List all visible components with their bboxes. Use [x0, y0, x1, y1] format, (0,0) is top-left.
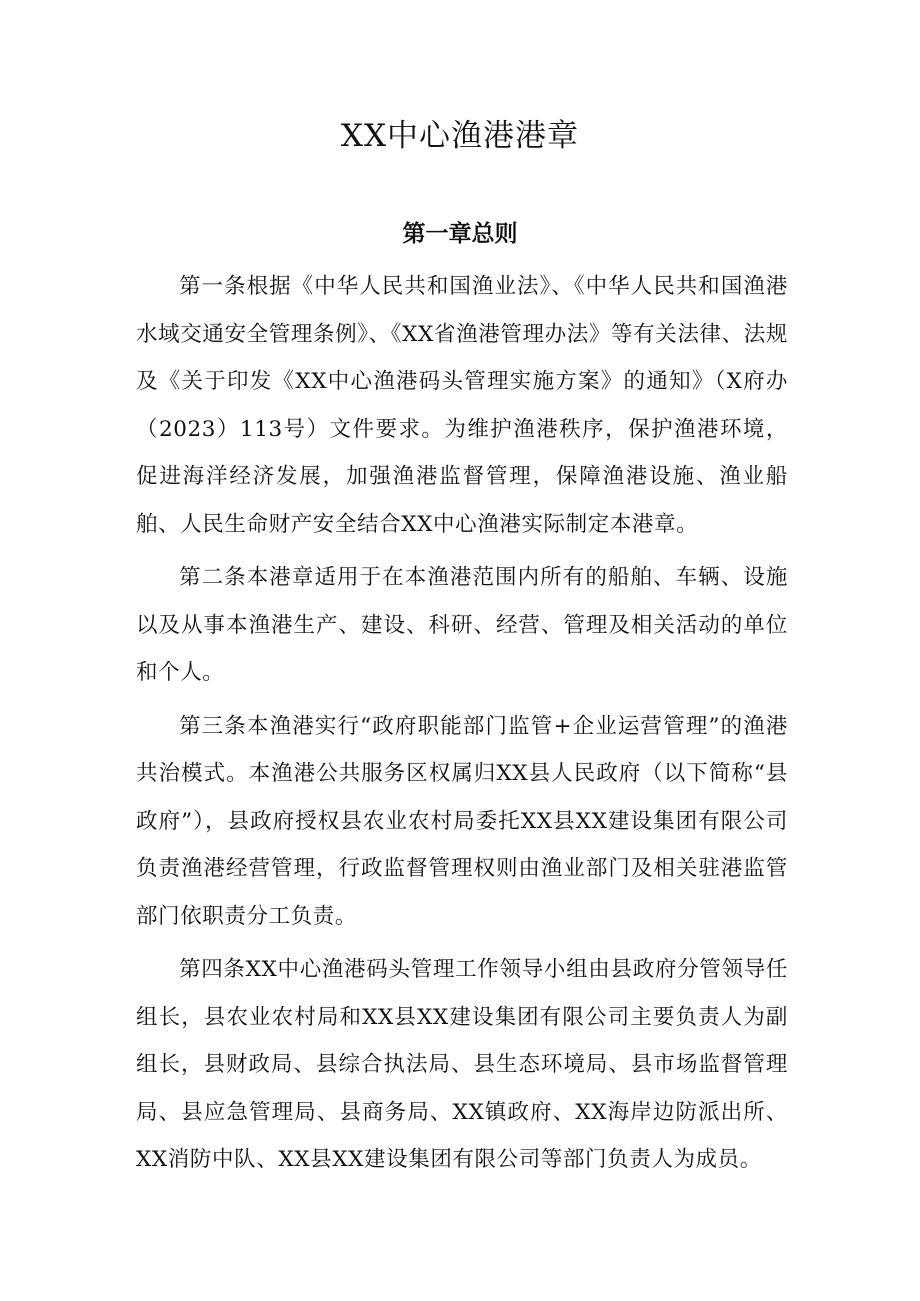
document-body	[136, 263, 788, 1184]
article-2-paragraph: 第二条本港章适用于在本渔港范围内所有的船舶、车辆、设施以及从事本渔港生产、建设、科研、经营、管理及相关活动的单位和个人。	[136, 565, 788, 685]
article-4-paragraph: 第四条XX中心渔港码头管理工作领导小组由县政府分管领导任组长，县农业农村局和XX县XX建设集团有限公司主要负责人为副组长，县财政局、县综合执法局、县生态环境局、县市场监督管理局、县应急管理局、县商务局、XX镇政府、XX海岸边防派出所、XX消防中队、XX县XX建设集团有限公司等部门负责人为成员。	[136, 957, 788, 1172]
chapter-heading: 第一章总则	[402, 221, 518, 247]
document-title: XX中心渔港港章	[340, 118, 580, 154]
article-3-paragraph: 第三条本渔港实行“政府职能部门监管+企业运营管理”的渔港共治模式。本渔港公共服务区权属归XX县人民政府（以下简称“县政府”），县政府授权县农业农村局委托XX县XX建设集团有限公司负责渔港经营管理，行政监督管理权则由渔业部门及相关驻港监管部门依职责分工负责。	[136, 713, 788, 929]
article-1-paragraph: 第一条根据《中华人民共和国渔业法》、《中华人民共和国渔港水域交通安全管理条例》、《XX省渔港管理办法》等有关法律、法规及《关于印发《XX中心渔港码头管理实施方案》的通知》（X府办（2023）113号）文件要求。为维护渔港秩序，保护渔港环境，促进海洋经济发展，加强渔港监督管理，保障渔港设施、渔业船舶、人民生命财产安全结合XX中心渔港实际制定本港章。	[136, 274, 788, 537]
